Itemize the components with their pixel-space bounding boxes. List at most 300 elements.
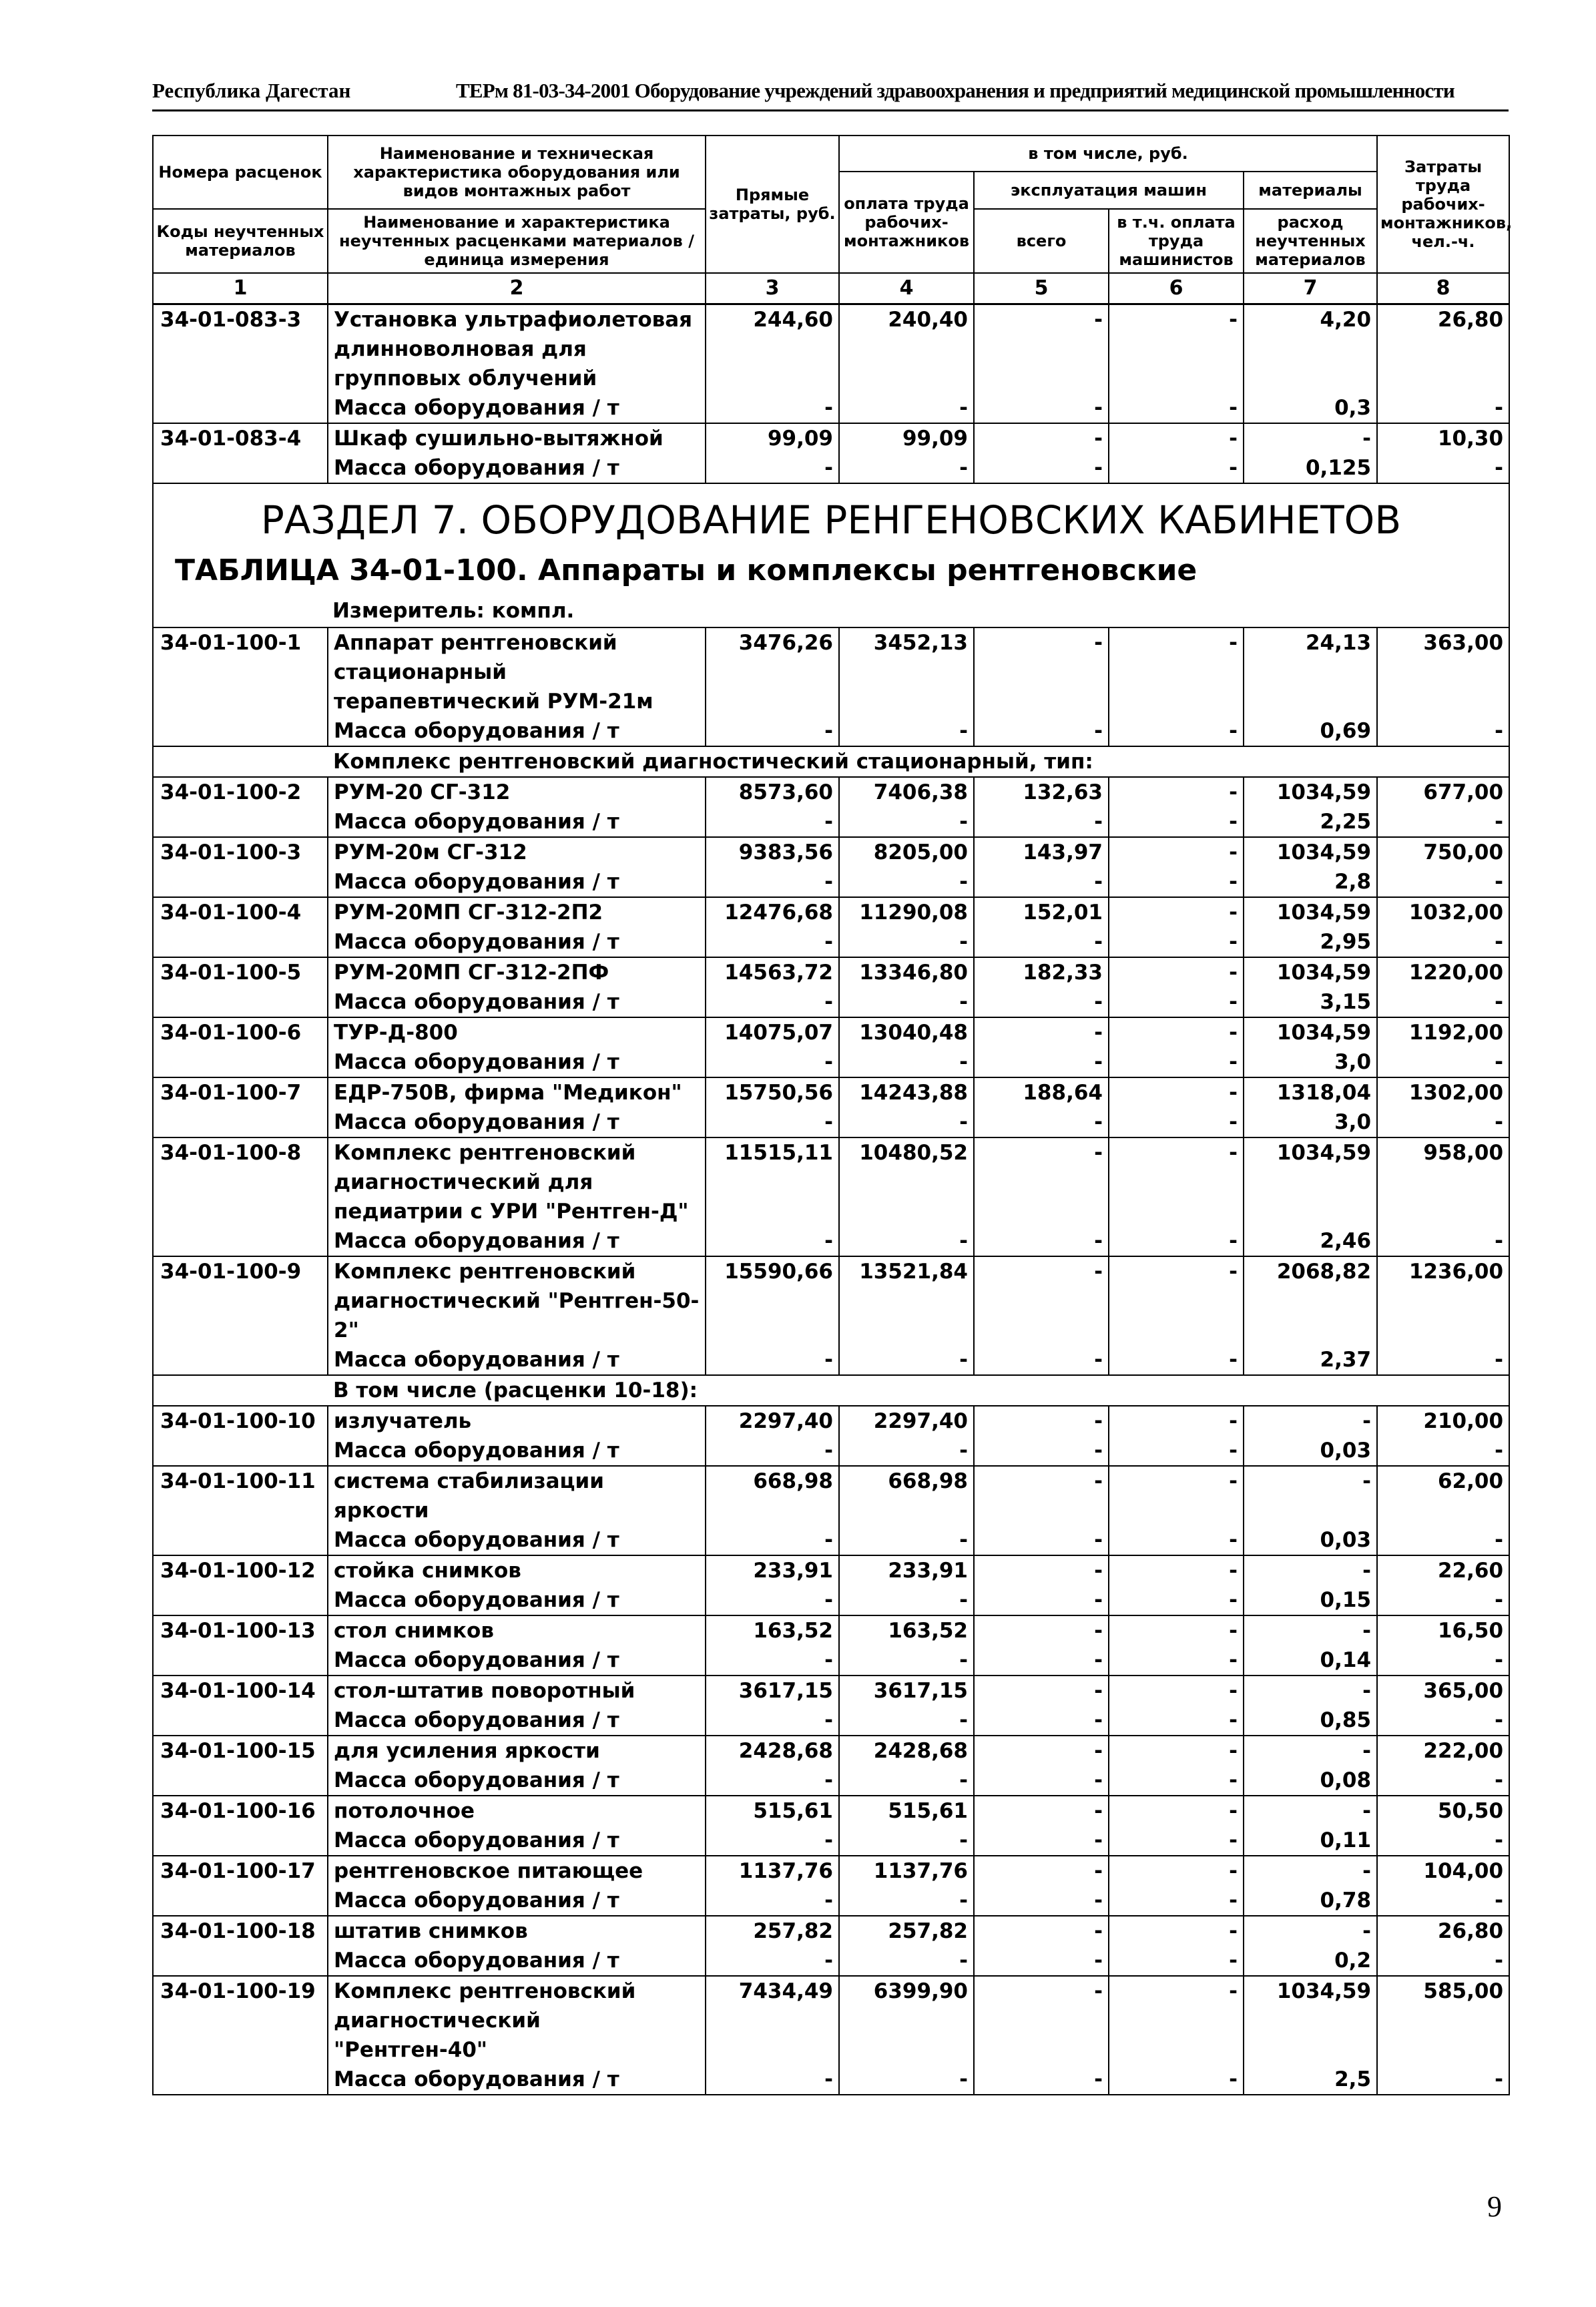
rate-name: Комплекс рентгеновский диагностический "Рентген-50-2" xyxy=(328,1256,706,1345)
mass-label: Масса оборудования / т xyxy=(328,1706,706,1736)
mass-row xyxy=(153,1525,1509,1555)
empty-cell xyxy=(153,987,328,1017)
mass-value: - xyxy=(1109,1585,1244,1615)
mass-label: Масса оборудования / т xyxy=(328,393,706,423)
mass-value: - xyxy=(706,1585,839,1615)
table-row xyxy=(153,837,1509,867)
rate-value: 2297,40 xyxy=(706,1406,839,1436)
mass-value: - xyxy=(706,1525,839,1555)
mass-row xyxy=(153,1886,1509,1916)
rate-value: 1220,00 xyxy=(1377,957,1509,987)
mass-label: Масса оборудования / т xyxy=(328,453,706,483)
rate-value: 99,09 xyxy=(706,423,839,453)
col-num: 6 xyxy=(1109,273,1244,304)
rate-value: 12476,68 xyxy=(706,897,839,927)
empty-cell xyxy=(153,1436,328,1466)
rate-code: 34-01-100-18 xyxy=(153,1916,328,1946)
mass-value: - xyxy=(1377,1047,1509,1077)
rate-value: 24,13 xyxy=(1244,627,1377,716)
rate-value: 99,09 xyxy=(839,423,974,453)
mass-value: 3,0 xyxy=(1244,1107,1377,1137)
rate-value: 677,00 xyxy=(1377,777,1509,807)
mass-value: - xyxy=(706,453,839,483)
rate-value: 22,60 xyxy=(1377,1555,1509,1585)
rate-value: - xyxy=(1109,1856,1244,1886)
mass-value: - xyxy=(974,1047,1109,1077)
mass-row xyxy=(153,1645,1509,1676)
mass-value: - xyxy=(1377,927,1509,957)
mass-value: - xyxy=(706,1946,839,1976)
empty-cell xyxy=(153,453,328,483)
mass-value: - xyxy=(1109,1345,1244,1375)
rate-name: Комплекс рентгеновский диагностический для педиатрии с УРИ "Рентген-Д" xyxy=(328,1137,706,1226)
rate-value: - xyxy=(1109,777,1244,807)
rate-value: 2068,82 xyxy=(1244,1256,1377,1345)
rate-value: 515,61 xyxy=(839,1796,974,1826)
mass-label: Масса оборудования / т xyxy=(328,1585,706,1615)
mass-row xyxy=(153,2065,1509,2095)
rate-name: ТУР-Д-800 xyxy=(328,1017,706,1047)
rate-value: 15750,56 xyxy=(706,1077,839,1107)
rate-value: - xyxy=(1109,627,1244,716)
table-row xyxy=(153,1256,1509,1345)
table-body-3 xyxy=(153,777,1509,1375)
rate-name: для усиления яркости xyxy=(328,1736,706,1766)
table-row xyxy=(153,1406,1509,1436)
empty-cell xyxy=(153,1766,328,1796)
rate-value: 50,50 xyxy=(1377,1796,1509,1826)
empty-cell xyxy=(153,927,328,957)
rate-value: 240,40 xyxy=(839,304,974,394)
mass-row xyxy=(153,453,1509,483)
rate-value: 10480,52 xyxy=(839,1137,974,1226)
mass-value: - xyxy=(1109,716,1244,746)
rate-value: 7434,49 xyxy=(706,1976,839,2065)
mass-value: - xyxy=(1109,1047,1244,1077)
rate-value: - xyxy=(1109,1555,1244,1585)
rate-value: 244,60 xyxy=(706,304,839,394)
rate-value: 1034,59 xyxy=(1244,1137,1377,1226)
rate-code: 34-01-083-4 xyxy=(153,423,328,453)
rate-value: 14075,07 xyxy=(706,1017,839,1047)
mass-value: - xyxy=(1377,1345,1509,1375)
rate-value: - xyxy=(1244,423,1377,453)
rate-value: 26,80 xyxy=(1377,304,1509,394)
rate-name: РУМ-20МП СГ-312-2П2 xyxy=(328,897,706,927)
mass-value: - xyxy=(1377,1826,1509,1856)
rate-value: 3452,13 xyxy=(839,627,974,716)
mass-value: - xyxy=(1377,1525,1509,1555)
mass-value: 0,3 xyxy=(1244,393,1377,423)
rate-value: 15590,66 xyxy=(706,1256,839,1345)
mass-value: 0,08 xyxy=(1244,1766,1377,1796)
section-title: РАЗДЕЛ 7. ОБОРУДОВАНИЕ РЕНГЕНОВСКИХ КАБИНЕТОВ xyxy=(260,497,1402,543)
rate-value: - xyxy=(1109,837,1244,867)
mass-value: - xyxy=(706,1226,839,1256)
th-work-name: Наименование и техническая характеристика оборудования или видов монтажных работ xyxy=(328,136,706,209)
rate-value: - xyxy=(1244,1406,1377,1436)
rate-value: 1302,00 xyxy=(1377,1077,1509,1107)
rate-value: - xyxy=(1109,1976,1244,2065)
mass-value: - xyxy=(974,1585,1109,1615)
empty-cell xyxy=(153,867,328,897)
mass-value: - xyxy=(839,2065,974,2095)
mass-value: - xyxy=(839,807,974,837)
rate-code: 34-01-100-10 xyxy=(153,1406,328,1436)
empty-cell xyxy=(153,1525,328,1555)
rate-value: - xyxy=(974,1137,1109,1226)
empty-cell xyxy=(153,1826,328,1856)
empty-cell xyxy=(153,1047,328,1077)
mass-value: 3,0 xyxy=(1244,1047,1377,1077)
mass-label: Масса оборудования / т xyxy=(328,1645,706,1676)
rate-value: 6399,90 xyxy=(839,1976,974,2065)
rate-value: 13521,84 xyxy=(839,1256,974,1345)
mass-row xyxy=(153,1345,1509,1375)
subheading: Комплекс рентгеновский диагностический стационарный, тип: xyxy=(328,746,1509,777)
mass-value: - xyxy=(1377,2065,1509,2095)
th-materials: материалы xyxy=(1244,172,1377,209)
mass-value: - xyxy=(1377,1107,1509,1137)
col-num: 3 xyxy=(706,273,839,304)
rate-name: стойка снимков xyxy=(328,1555,706,1585)
table-body-1 xyxy=(153,304,1509,484)
mass-value: - xyxy=(839,1826,974,1856)
th-rate-numbers: Номера расценок xyxy=(153,136,328,209)
mass-value: - xyxy=(1377,1886,1509,1916)
mass-value: 0,85 xyxy=(1244,1706,1377,1736)
mass-value: - xyxy=(974,1345,1109,1375)
mass-value: 0,03 xyxy=(1244,1436,1377,1466)
rate-name: стол снимков xyxy=(328,1615,706,1645)
empty-cell xyxy=(153,1886,328,1916)
mass-value: - xyxy=(706,927,839,957)
rate-value: - xyxy=(974,1796,1109,1826)
rate-code: 34-01-100-15 xyxy=(153,1736,328,1766)
table-title: ТАБЛИЦА 34-01-100. Аппараты и комплексы рентгеновские xyxy=(175,553,1198,587)
mass-label: Масса оборудования / т xyxy=(328,1766,706,1796)
mass-value: - xyxy=(839,1886,974,1916)
measurement-unit: Измеритель: компл. xyxy=(332,599,575,623)
rate-value: 14243,88 xyxy=(839,1077,974,1107)
mass-value: - xyxy=(839,927,974,957)
th-including: в том числе, руб. xyxy=(839,136,1377,172)
rate-value: 585,00 xyxy=(1377,1976,1509,2065)
rate-value: 1034,59 xyxy=(1244,897,1377,927)
rate-value: 1192,00 xyxy=(1377,1017,1509,1047)
mass-value: 2,8 xyxy=(1244,867,1377,897)
rate-value: - xyxy=(1109,1077,1244,1107)
rate-code: 34-01-100-12 xyxy=(153,1555,328,1585)
mass-label: Масса оборудования / т xyxy=(328,1226,706,1256)
mass-row xyxy=(153,1946,1509,1976)
mass-value: - xyxy=(1109,1525,1244,1555)
rate-value: 8205,00 xyxy=(839,837,974,867)
rate-value: - xyxy=(1109,304,1244,394)
rate-name: ЕДР-750В, фирма "Медикон" xyxy=(328,1077,706,1107)
rate-code: 34-01-100-7 xyxy=(153,1077,328,1107)
mass-row xyxy=(153,987,1509,1017)
mass-label: Масса оборудования / т xyxy=(328,716,706,746)
mass-row xyxy=(153,1436,1509,1466)
rate-code: 34-01-100-11 xyxy=(153,1466,328,1525)
mass-value: - xyxy=(706,1047,839,1077)
rate-code: 34-01-100-3 xyxy=(153,837,328,867)
mass-value: - xyxy=(1109,453,1244,483)
mass-value: - xyxy=(839,1107,974,1137)
mass-value: - xyxy=(839,1766,974,1796)
mass-row xyxy=(153,393,1509,423)
col-num: 2 xyxy=(328,273,706,304)
rate-value: 163,52 xyxy=(839,1615,974,1645)
rate-value: 2297,40 xyxy=(839,1406,974,1436)
mass-value: - xyxy=(1377,807,1509,837)
mass-value: - xyxy=(974,1886,1109,1916)
mass-value: 2,95 xyxy=(1244,927,1377,957)
mass-value: - xyxy=(1109,987,1244,1017)
rate-code: 34-01-100-6 xyxy=(153,1017,328,1047)
rate-value: 365,00 xyxy=(1377,1676,1509,1706)
mass-value: - xyxy=(974,807,1109,837)
rate-value: 14563,72 xyxy=(706,957,839,987)
rate-value: 233,91 xyxy=(706,1555,839,1585)
rate-value: 1032,00 xyxy=(1377,897,1509,927)
rate-code: 34-01-100-5 xyxy=(153,957,328,987)
mass-value: - xyxy=(1109,867,1244,897)
rate-value: 1137,76 xyxy=(839,1856,974,1886)
mass-value: - xyxy=(1109,1706,1244,1736)
mass-value: - xyxy=(974,716,1109,746)
rate-code: 34-01-100-13 xyxy=(153,1615,328,1645)
rate-code: 34-01-100-8 xyxy=(153,1137,328,1226)
mass-value: - xyxy=(1377,716,1509,746)
mass-value: 0,14 xyxy=(1244,1645,1377,1676)
mass-value: - xyxy=(1109,1826,1244,1856)
rate-value: 13346,80 xyxy=(839,957,974,987)
rates-table xyxy=(152,135,1513,2095)
th-worker-pay: оплата труда рабочих-монтажников xyxy=(839,172,974,273)
rate-code: 34-01-100-9 xyxy=(153,1256,328,1345)
rate-value: 668,98 xyxy=(839,1466,974,1525)
rate-value: 163,52 xyxy=(706,1615,839,1645)
col-num: 1 xyxy=(153,273,328,304)
mass-value: 0,15 xyxy=(1244,1585,1377,1615)
mass-value: - xyxy=(974,1946,1109,1976)
rate-name: РУМ-20МП СГ-312-2ПФ xyxy=(328,957,706,987)
rate-value: - xyxy=(1109,957,1244,987)
col-num: 7 xyxy=(1244,273,1377,304)
mass-value: - xyxy=(1377,453,1509,483)
mass-row xyxy=(153,1706,1509,1736)
mass-row xyxy=(153,927,1509,957)
subheading-block-2 xyxy=(153,1375,1509,1406)
mass-value: - xyxy=(839,716,974,746)
mass-value: - xyxy=(1377,1436,1509,1466)
rate-name: штатив снимков xyxy=(328,1916,706,1946)
rate-name: потолочное xyxy=(328,1796,706,1826)
col-num: 4 xyxy=(839,273,974,304)
rate-code: 34-01-083-3 xyxy=(153,304,328,394)
empty-cell xyxy=(153,1645,328,1676)
rate-value: 257,82 xyxy=(706,1916,839,1946)
th-material-names: Наименование и характеристика неучтенных расценками материалов / единица измерения xyxy=(328,209,706,273)
rate-value: 750,00 xyxy=(1377,837,1509,867)
mass-value: - xyxy=(1109,1645,1244,1676)
rate-value: 1034,59 xyxy=(1244,1017,1377,1047)
mass-value: - xyxy=(706,1107,839,1137)
mass-value: - xyxy=(839,867,974,897)
th-machines: эксплуатация машин xyxy=(974,172,1244,209)
table-row xyxy=(153,627,1509,716)
mass-value: 2,46 xyxy=(1244,1226,1377,1256)
mass-row xyxy=(153,1585,1509,1615)
rate-name: РУМ-20 СГ-312 xyxy=(328,777,706,807)
rate-value: 26,80 xyxy=(1377,1916,1509,1946)
mass-value: - xyxy=(839,393,974,423)
rate-value: 1318,04 xyxy=(1244,1077,1377,1107)
mass-value: - xyxy=(839,1645,974,1676)
rate-value: 188,64 xyxy=(974,1077,1109,1107)
mass-value: - xyxy=(839,987,974,1017)
rate-value: - xyxy=(1109,1796,1244,1826)
mass-row xyxy=(153,807,1509,837)
rate-value: 363,00 xyxy=(1377,627,1509,716)
rate-value: - xyxy=(974,423,1109,453)
table-row xyxy=(153,1615,1509,1645)
rate-value: - xyxy=(1244,1916,1377,1946)
rate-code: 34-01-100-19 xyxy=(153,1976,328,2065)
rate-value: - xyxy=(974,1017,1109,1047)
mass-value: - xyxy=(839,1047,974,1077)
rate-value: - xyxy=(1109,1916,1244,1946)
column-numbers xyxy=(153,273,1509,304)
mass-value: - xyxy=(706,867,839,897)
header-region: Республика Дагестан xyxy=(152,79,351,102)
rate-value: - xyxy=(1109,1406,1244,1436)
rate-value: - xyxy=(974,1615,1109,1645)
rate-value: - xyxy=(974,627,1109,716)
mass-label: Масса оборудования / т xyxy=(328,1886,706,1916)
rate-value: 10,30 xyxy=(1377,423,1509,453)
mass-value: - xyxy=(706,2065,839,2095)
rate-value: 143,97 xyxy=(974,837,1109,867)
rate-value: 11515,11 xyxy=(706,1137,839,1226)
mass-value: - xyxy=(706,1766,839,1796)
mass-value: - xyxy=(1109,1766,1244,1796)
rate-name: система стабилизации яркости xyxy=(328,1466,706,1525)
mass-value: - xyxy=(706,1826,839,1856)
rate-name: излучатель xyxy=(328,1406,706,1436)
rate-value: - xyxy=(974,1555,1109,1585)
mass-value: - xyxy=(974,927,1109,957)
empty-cell xyxy=(153,2065,328,2095)
mass-value: - xyxy=(1377,867,1509,897)
mass-label: Масса оборудования / т xyxy=(328,1436,706,1466)
mass-value: - xyxy=(974,1525,1109,1555)
table-row xyxy=(153,423,1509,453)
rate-value: 11290,08 xyxy=(839,897,974,927)
header-rule xyxy=(152,109,1509,111)
table-row xyxy=(153,1736,1509,1766)
table-header xyxy=(153,136,1513,304)
mass-value: - xyxy=(706,1436,839,1466)
mass-value: - xyxy=(974,1826,1109,1856)
empty-cell xyxy=(153,807,328,837)
rate-value: 132,63 xyxy=(974,777,1109,807)
rate-name: Аппарат рентгеновский стационарный терапевтический РУМ-21м xyxy=(328,627,706,716)
rate-value: 4,20 xyxy=(1244,304,1377,394)
mass-value: - xyxy=(839,1706,974,1736)
th-machines-total: всего xyxy=(974,209,1109,273)
mass-value: - xyxy=(839,1946,974,1976)
mass-label: Масса оборудования / т xyxy=(328,807,706,837)
mass-value: - xyxy=(1109,1436,1244,1466)
rate-code: 34-01-100-1 xyxy=(153,627,328,716)
mass-value: 0,78 xyxy=(1244,1886,1377,1916)
table-row xyxy=(153,1555,1509,1585)
header-document-title: ТЕРм 81-03-34-2001 Оборудование учреждений здравоохранения и предприятий медицинской промышленности xyxy=(456,79,1454,102)
mass-value: - xyxy=(974,1706,1109,1736)
rate-value: - xyxy=(974,1466,1109,1525)
table-row xyxy=(153,957,1509,987)
mass-value: - xyxy=(974,2065,1109,2095)
mass-label: Масса оборудования / т xyxy=(328,927,706,957)
rate-name: РУМ-20м СГ-312 xyxy=(328,837,706,867)
rate-value: - xyxy=(1109,1615,1244,1645)
rate-value: - xyxy=(974,1736,1109,1766)
table-body-2 xyxy=(153,627,1509,746)
mass-value: 0,2 xyxy=(1244,1946,1377,1976)
rate-value: 2428,68 xyxy=(839,1736,974,1766)
mass-value: - xyxy=(706,1886,839,1916)
rate-value: 182,33 xyxy=(974,957,1109,987)
rate-value: 7406,38 xyxy=(839,777,974,807)
mass-value: - xyxy=(1109,1226,1244,1256)
mass-value: - xyxy=(1109,393,1244,423)
mass-value: 0,11 xyxy=(1244,1826,1377,1856)
mass-label: Масса оборудования / т xyxy=(328,2065,706,2095)
table-row xyxy=(153,1466,1509,1525)
rate-value: - xyxy=(1109,1017,1244,1047)
subheading: В том числе (расценки 10-18): xyxy=(328,1375,1509,1406)
mass-row xyxy=(153,1107,1509,1137)
table-row xyxy=(153,1676,1509,1706)
mass-value: 2,25 xyxy=(1244,807,1377,837)
th-direct-costs: Прямые затраты, руб. xyxy=(706,136,839,273)
rate-value: - xyxy=(1109,423,1244,453)
rate-value: - xyxy=(1109,1137,1244,1226)
rate-value: - xyxy=(974,1256,1109,1345)
mass-value: - xyxy=(839,453,974,483)
rate-value: - xyxy=(974,1676,1109,1706)
empty-cell xyxy=(153,1585,328,1615)
mass-value: - xyxy=(974,453,1109,483)
mass-value: - xyxy=(974,393,1109,423)
mass-value: 2,37 xyxy=(1244,1345,1377,1375)
rate-name: Комплекс рентгеновский диагностический "Рентген-40" xyxy=(328,1976,706,2065)
table-row xyxy=(153,1976,1509,2065)
rate-value: 104,00 xyxy=(1377,1856,1509,1886)
mass-value: - xyxy=(706,1345,839,1375)
mass-value: - xyxy=(1377,1766,1509,1796)
rate-value: - xyxy=(974,304,1109,394)
rate-value: 3617,15 xyxy=(706,1676,839,1706)
rate-value: 1034,59 xyxy=(1244,837,1377,867)
mass-value: - xyxy=(974,1766,1109,1796)
mass-value: - xyxy=(706,1645,839,1676)
rate-value: 1236,00 xyxy=(1377,1256,1509,1345)
rate-value: 1034,59 xyxy=(1244,777,1377,807)
